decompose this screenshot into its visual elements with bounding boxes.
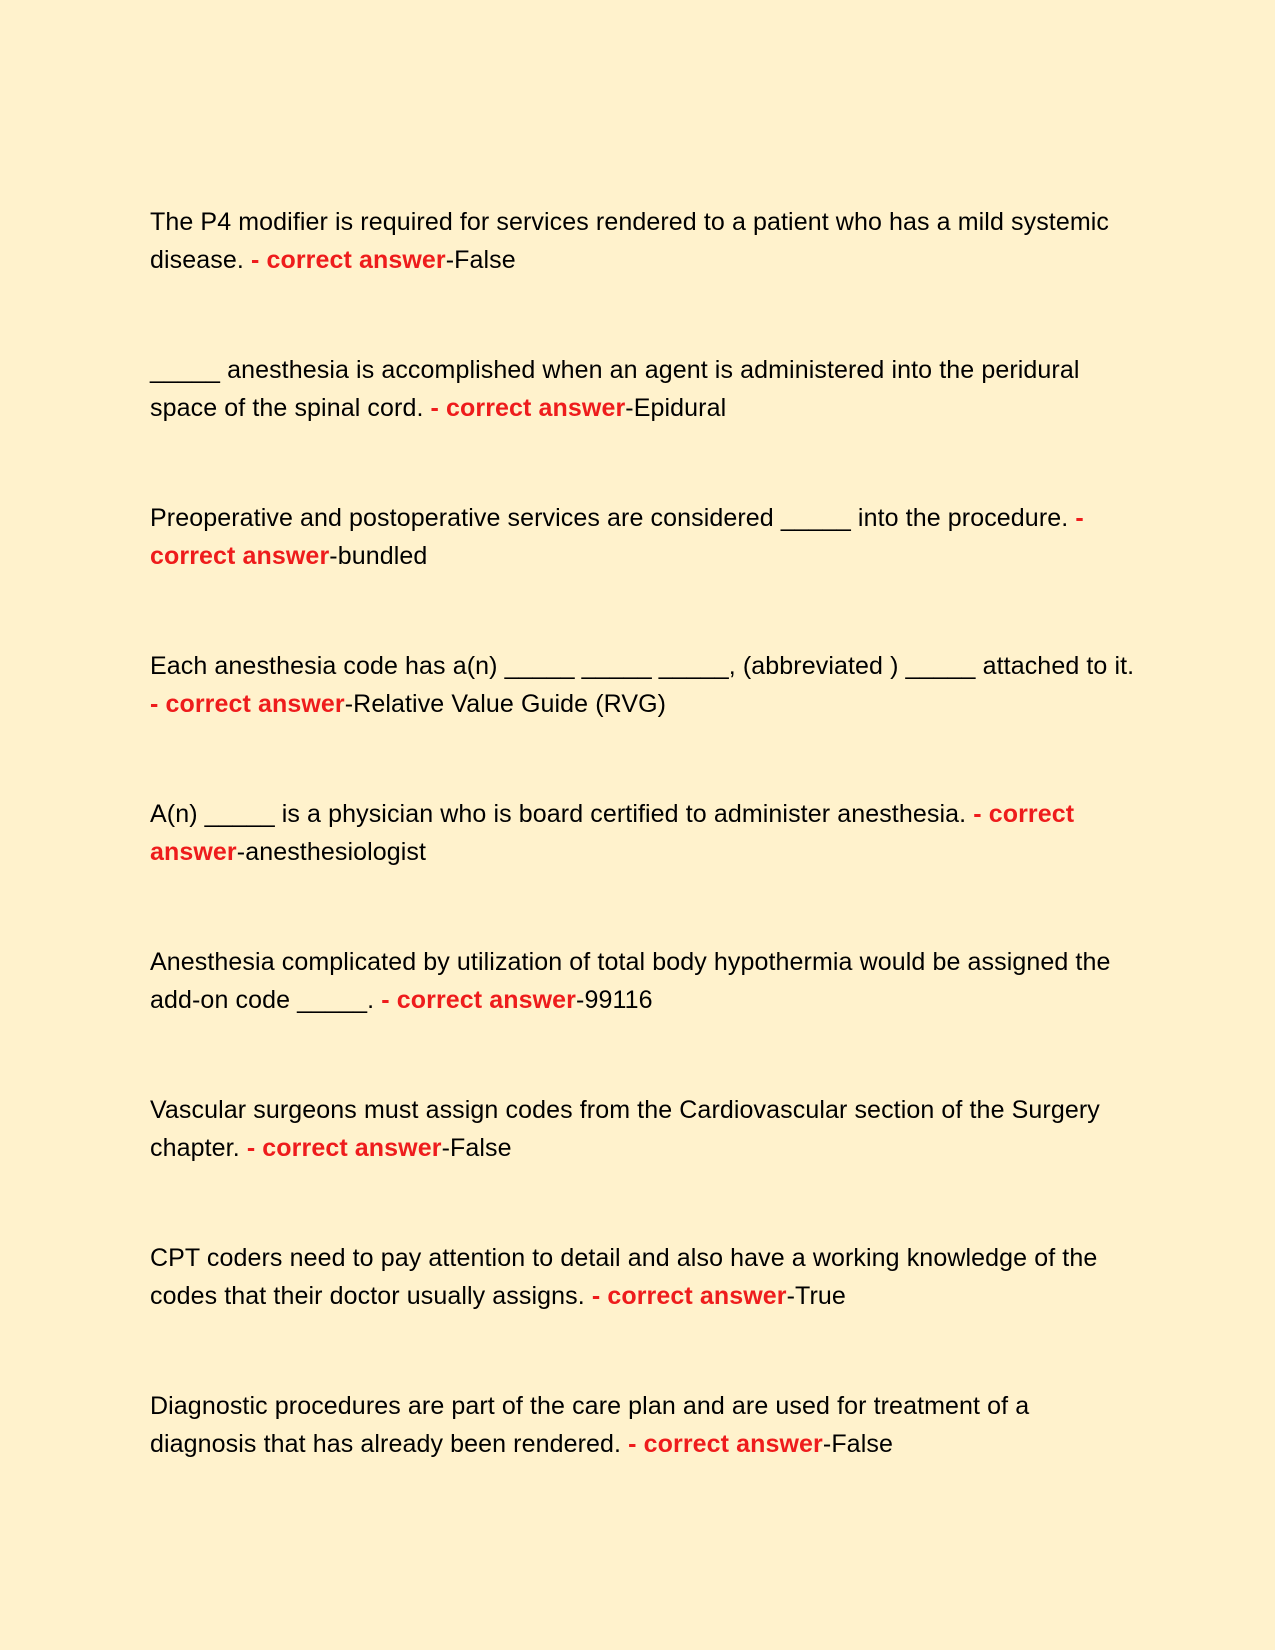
correct-answer-marker: - correct answer (150, 800, 1075, 866)
answer-text: -anesthesiologist (236, 838, 427, 866)
question-text: Diagnostic procedures are part of the care plan and are used for treatment of a diagnosis that has already been rendered. (150, 1392, 1030, 1458)
qa-item-6 (150, 943, 1135, 1019)
answer-text: -Relative Value Guide (RVG) (344, 690, 667, 718)
question-text: CPT coders need to pay attention to detail and also have a working knowledge of the codes that their doctor usually assigns. (150, 1244, 1098, 1310)
document-page (150, 203, 1135, 1535)
qa-item-5 (150, 795, 1135, 871)
answer-text: -99116 (576, 986, 653, 1014)
question-text: The P4 modifier is required for services rendered to a patient who has a mild systemic disease. (150, 208, 1110, 274)
answer-text: -True (786, 1282, 846, 1310)
question-text: _____ anesthesia is accomplished when an agent is administered into the peridural space of the spinal cord. (150, 356, 1080, 422)
correct-answer-marker: - correct answer (381, 986, 577, 1014)
answer-text: -bundled (329, 542, 428, 570)
qa-item-9 (150, 1387, 1135, 1463)
correct-answer-marker: - correct answer (250, 246, 446, 274)
qa-item-4 (150, 647, 1135, 723)
answer-text: -False (445, 246, 516, 274)
answer-text: -Epidural (625, 394, 727, 422)
correct-answer-marker: - correct answer (246, 1134, 442, 1162)
question-text: A(n) _____ is a physician who is board certified to administer anesthesia. (150, 800, 967, 828)
answer-text: -False (441, 1134, 512, 1162)
question-text: Anesthesia complicated by utilization of total body hypothermia would be assigned the add-on code _____. (150, 948, 1111, 1014)
answer-text: -False (822, 1430, 893, 1458)
correct-answer-marker: - correct answer (430, 394, 626, 422)
correct-answer-marker: - correct answer (150, 690, 345, 718)
qa-item-3 (150, 499, 1135, 575)
qa-item-7 (150, 1091, 1135, 1167)
correct-answer-marker: - correct answer (591, 1282, 787, 1310)
question-text: Vascular surgeons must assign codes from the Cardiovascular section of the Surgery chapter. (150, 1096, 1100, 1162)
question-text: Each anesthesia code has a(n) _____ _____ _____, (abbreviated ) _____ attached to it. (150, 652, 1135, 680)
correct-answer-marker: - correct answer (150, 504, 1084, 570)
question-text: Preoperative and postoperative services are considered _____ into the procedure. (150, 504, 1069, 532)
qa-item-1 (150, 203, 1135, 279)
correct-answer-marker: - correct answer (628, 1430, 823, 1458)
qa-item-2 (150, 351, 1135, 427)
qa-item-8 (150, 1239, 1135, 1315)
